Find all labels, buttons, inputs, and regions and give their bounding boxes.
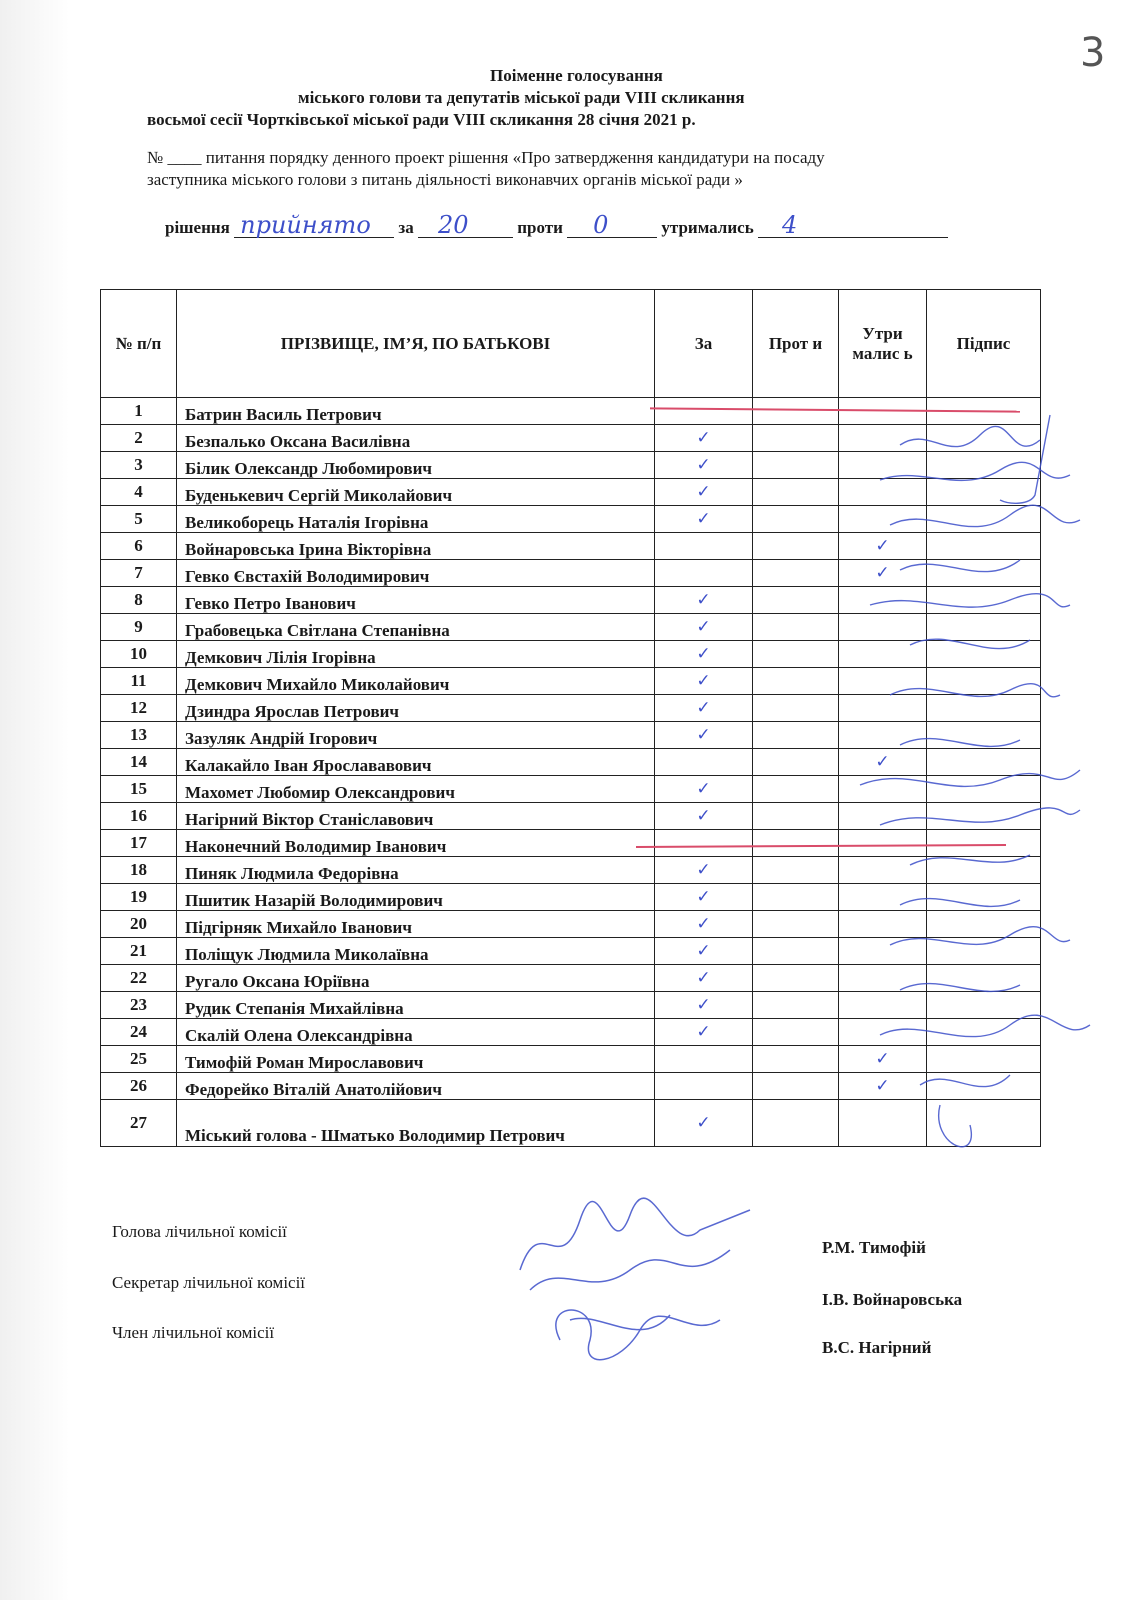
signature-scribble <box>890 927 1070 945</box>
member-name: Міський голова - Шматько Володимир Петрович <box>177 1100 655 1147</box>
handwritten-page-number: 3 <box>1080 30 1106 76</box>
member-name: Тимофій Роман Мирославович <box>177 1046 655 1073</box>
row-number: 13 <box>101 722 177 749</box>
commission-signatures <box>500 1190 770 1390</box>
member-name: Буденькевич Сергій Миколайович <box>177 479 655 506</box>
vote-for-cell <box>655 506 753 533</box>
row-number: 23 <box>101 992 177 1019</box>
row-number: 21 <box>101 938 177 965</box>
check-mark-icon: ✓ <box>696 725 711 745</box>
row-number: 20 <box>101 911 177 938</box>
vote-against-cell <box>753 1019 839 1046</box>
vote-for-cell <box>655 749 753 776</box>
vote-against-cell <box>753 533 839 560</box>
check-mark-icon: ✓ <box>696 806 711 826</box>
row-number: 4 <box>101 479 177 506</box>
vote-against-cell <box>753 398 839 425</box>
vote-for-cell <box>655 776 753 803</box>
header-against: Прот и <box>753 290 839 398</box>
check-mark-icon: ✓ <box>696 617 711 637</box>
member-name: Поліщук Людмила Миколаївна <box>177 938 655 965</box>
member-name: Скалій Олена Олександрівна <box>177 1019 655 1046</box>
vote-against-cell <box>753 587 839 614</box>
vote-for-cell <box>655 857 753 884</box>
vote-against-cell <box>753 857 839 884</box>
check-mark-icon: ✓ <box>696 644 711 664</box>
signature-scribble <box>900 899 1020 907</box>
member-name: Махомет Любомир Олександрович <box>177 776 655 803</box>
signature-scribble <box>900 984 1020 992</box>
signature-scribble <box>880 1015 1090 1036</box>
decision-line <box>165 211 948 239</box>
row-number: 22 <box>101 965 177 992</box>
member-name: Калакайло Іван Ярослававович <box>177 749 655 776</box>
signature-scribble <box>870 594 1070 607</box>
header-for: За <box>655 290 753 398</box>
vote-against-cell <box>753 452 839 479</box>
signature-scribble <box>900 426 1040 446</box>
row-number: 19 <box>101 884 177 911</box>
check-mark-icon: ✓ <box>696 968 711 988</box>
row-number: 27 <box>101 1100 177 1147</box>
vote-against-cell <box>753 776 839 803</box>
check-mark-icon: ✓ <box>696 914 711 934</box>
abstain-label: утримались <box>661 218 754 237</box>
abstain-field <box>758 211 948 239</box>
row-number: 2 <box>101 425 177 452</box>
vote-for-cell <box>655 668 753 695</box>
member-name: Наконечний Володимир Іванович <box>177 830 655 857</box>
check-mark-icon: ✓ <box>696 455 711 475</box>
row-number: 11 <box>101 668 177 695</box>
row-number: 17 <box>101 830 177 857</box>
vote-against-cell <box>753 695 839 722</box>
header-line-4: № ____ питання порядку денного проект рішення «Про затвердження кандидатури на посаду <box>147 148 825 167</box>
check-mark-icon: ✓ <box>696 860 711 880</box>
check-mark-icon: ✓ <box>696 887 711 907</box>
signature-scribble <box>910 639 1030 648</box>
header-full-name: ПРІЗВИЩЕ, ІМ’Я, ПО БАТЬКОВІ <box>177 290 655 398</box>
check-mark-icon: ✓ <box>875 1049 890 1069</box>
member-name: Войнаровська Ірина Вікторівна <box>177 533 655 560</box>
member-name: Білик Олександр Любомирович <box>177 452 655 479</box>
vote-against-cell <box>753 911 839 938</box>
vote-against-cell <box>753 749 839 776</box>
member-name: Великоборець Наталія Ігорівна <box>177 506 655 533</box>
commission-signature <box>530 1250 730 1290</box>
signature-scribble <box>890 505 1080 526</box>
against-handwritten: 0 <box>593 211 609 239</box>
row-number: 1 <box>101 398 177 425</box>
check-mark-icon: ✓ <box>696 995 711 1015</box>
vote-for-cell <box>655 425 753 452</box>
vote-for-cell <box>655 938 753 965</box>
vote-against-cell <box>753 992 839 1019</box>
member-name: Рудик Степанія Михайлівна <box>177 992 655 1019</box>
signature-scribble <box>920 1075 1010 1087</box>
row-number: 14 <box>101 749 177 776</box>
header-line-3: восьмої сесії Чортківської міської ради VIII скликання 28 січня 2021 р. <box>147 110 696 129</box>
commission-secretary-name: І.В. Войнаровська <box>822 1290 963 1309</box>
vote-for-cell <box>655 722 753 749</box>
row-number: 12 <box>101 695 177 722</box>
signature-scribbles <box>840 405 1100 1165</box>
document-title: Поіменне голосування <box>490 66 663 85</box>
row-number: 26 <box>101 1073 177 1100</box>
vote-against-cell <box>753 1073 839 1100</box>
check-mark-icon: ✓ <box>696 941 711 961</box>
scan-edge-shadow <box>0 0 70 1600</box>
commission-member-name: В.С. Нагірний <box>822 1338 932 1357</box>
member-name: Безпалько Оксана Василівна <box>177 425 655 452</box>
check-mark-icon: ✓ <box>696 671 711 691</box>
header-line-5: заступника міського голови з питань діяльності виконавчих органів міської ради » <box>147 170 743 189</box>
commission-chair-name: Р.М. Тимофій <box>822 1238 926 1257</box>
for-handwritten: 20 <box>437 211 469 239</box>
row-number: 7 <box>101 560 177 587</box>
signature-scribble <box>880 462 1070 480</box>
vote-for-cell <box>655 965 753 992</box>
vote-for-cell <box>655 533 753 560</box>
vote-for-cell <box>655 398 753 425</box>
vote-for-cell <box>655 1073 753 1100</box>
against-field <box>567 211 657 239</box>
check-mark-icon: ✓ <box>696 698 711 718</box>
decision-field <box>234 211 394 239</box>
vote-against-cell <box>753 479 839 506</box>
check-mark-icon: ✓ <box>696 509 711 529</box>
member-name: Зазуляк Андрій Ігорович <box>177 722 655 749</box>
vote-against-cell <box>753 722 839 749</box>
row-number: 8 <box>101 587 177 614</box>
row-number: 3 <box>101 452 177 479</box>
member-name: Грабовецька Світлана Степанівна <box>177 614 655 641</box>
commission-secretary-role: Секретар лічильної комісії <box>112 1273 306 1292</box>
vote-against-cell <box>753 803 839 830</box>
signature-scribble <box>860 770 1080 786</box>
vote-for-cell <box>655 1046 753 1073</box>
row-number: 16 <box>101 803 177 830</box>
check-mark-icon: ✓ <box>696 1113 711 1133</box>
member-name: Федорейко Віталій Анатолійович <box>177 1073 655 1100</box>
member-name: Демкович Лілія Ігорівна <box>177 641 655 668</box>
check-mark-icon: ✓ <box>875 752 890 772</box>
vote-for-cell <box>655 884 753 911</box>
member-name: Пшитик Назарій Володимирович <box>177 884 655 911</box>
vote-against-cell <box>753 506 839 533</box>
decision-handwritten: прийнято <box>240 211 371 239</box>
vote-against-cell <box>753 560 839 587</box>
vote-against-cell <box>753 965 839 992</box>
header-number: № п/п <box>101 290 177 398</box>
vote-against-cell <box>753 1100 839 1147</box>
member-name: Демкович Михайло Миколайович <box>177 668 655 695</box>
signature-scribble <box>880 808 1080 825</box>
member-name: Ругало Оксана Юріївна <box>177 965 655 992</box>
signature-scribble <box>910 855 1030 865</box>
vote-for-cell <box>655 560 753 587</box>
signature-scribble <box>1000 415 1050 503</box>
against-label: проти <box>517 218 563 237</box>
check-mark-icon: ✓ <box>696 482 711 502</box>
commission-signature <box>556 1310 720 1360</box>
vote-against-cell <box>753 830 839 857</box>
vote-for-cell <box>655 452 753 479</box>
vote-for-cell <box>655 1019 753 1046</box>
vote-for-cell <box>655 614 753 641</box>
member-name: Пиняк Людмила Федорівна <box>177 857 655 884</box>
header-abstained: Утри малис ь <box>839 290 927 398</box>
vote-for-cell <box>655 695 753 722</box>
table-header-row <box>101 290 1041 398</box>
vote-for-cell <box>655 641 753 668</box>
row-number: 5 <box>101 506 177 533</box>
header-signature: Підпис <box>927 290 1041 398</box>
member-name: Батрин Василь Петрович <box>177 398 655 425</box>
signature-scribble <box>939 1105 972 1147</box>
check-mark-icon: ✓ <box>696 428 711 448</box>
signature-scribble <box>900 739 1020 747</box>
check-mark-icon: ✓ <box>696 1022 711 1042</box>
vote-for-cell <box>655 911 753 938</box>
vote-against-cell <box>753 641 839 668</box>
header-line-2: міського голови та депутатів міської ради VIII скликання <box>298 88 745 107</box>
member-name: Нагірний Віктор Станіславович <box>177 803 655 830</box>
check-mark-icon: ✓ <box>875 1076 890 1096</box>
row-number: 9 <box>101 614 177 641</box>
check-mark-icon: ✓ <box>875 536 890 556</box>
signature-scribble <box>900 560 1020 572</box>
member-name: Підгірняк Михайло Іванович <box>177 911 655 938</box>
row-number: 15 <box>101 776 177 803</box>
for-field <box>418 211 513 239</box>
vote-for-cell <box>655 587 753 614</box>
for-label: за <box>398 218 414 237</box>
vote-against-cell <box>753 938 839 965</box>
commission-chair-role: Голова лічильної комісії <box>112 1222 287 1241</box>
row-number: 25 <box>101 1046 177 1073</box>
check-mark-icon: ✓ <box>696 590 711 610</box>
vote-against-cell <box>753 1046 839 1073</box>
abstain-handwritten: 4 <box>781 211 798 239</box>
row-number: 24 <box>101 1019 177 1046</box>
member-name: Гевко Євстахій Володимирович <box>177 560 655 587</box>
check-mark-icon: ✓ <box>875 563 890 583</box>
vote-for-cell <box>655 479 753 506</box>
vote-against-cell <box>753 614 839 641</box>
row-number: 6 <box>101 533 177 560</box>
vote-for-cell <box>655 803 753 830</box>
commission-member-role: Член лічильної комісії <box>112 1323 275 1342</box>
vote-against-cell <box>753 425 839 452</box>
vote-against-cell <box>753 884 839 911</box>
signature-scribble <box>890 684 1060 697</box>
row-number: 18 <box>101 857 177 884</box>
decision-label: рішення <box>165 218 230 237</box>
vote-against-cell <box>753 668 839 695</box>
member-name: Дзиндра Ярослав Петрович <box>177 695 655 722</box>
member-name: Гевко Петро Іванович <box>177 587 655 614</box>
vote-for-cell <box>655 1100 753 1147</box>
vote-for-cell <box>655 992 753 1019</box>
vote-for-cell <box>655 830 753 857</box>
row-number: 10 <box>101 641 177 668</box>
check-mark-icon: ✓ <box>696 779 711 799</box>
